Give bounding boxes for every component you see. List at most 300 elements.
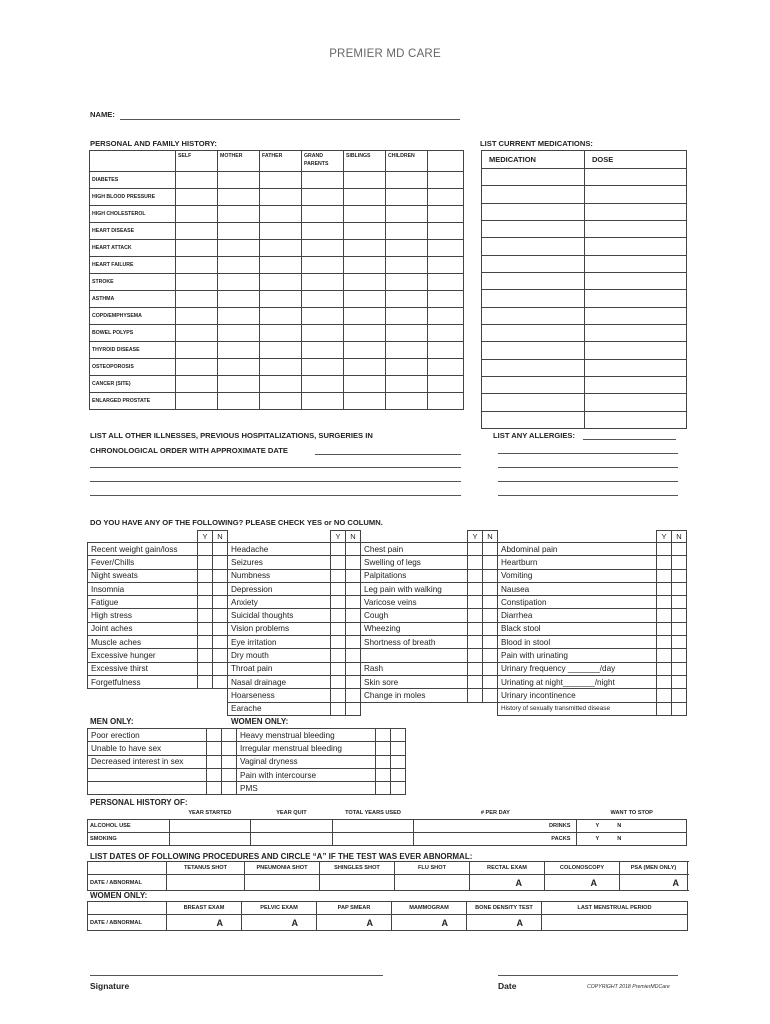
symptom-yes-box[interactable] [198, 622, 213, 635]
men-yes-box[interactable] [207, 742, 222, 755]
smoking-want-to-stop-cell[interactable] [577, 833, 687, 846]
symptom-no-box[interactable] [672, 636, 687, 649]
dose-cell[interactable] [585, 411, 687, 428]
men-yes-box[interactable] [207, 768, 222, 781]
name-input[interactable] [120, 119, 460, 120]
allergies-input-line[interactable] [498, 467, 678, 468]
family-history-check-cell[interactable] [218, 291, 260, 308]
men-no-box[interactable] [222, 729, 237, 742]
family-history-check-cell[interactable] [344, 359, 386, 376]
family-history-check-cell[interactable] [260, 393, 302, 410]
family-history-check-cell[interactable] [428, 274, 464, 291]
symptom-yes-box[interactable] [468, 556, 483, 569]
symptom-yes-box[interactable] [657, 582, 672, 595]
symptom-yes-box[interactable] [331, 649, 346, 662]
symptom-label: Eye irritation [228, 636, 331, 649]
family-history-check-cell[interactable] [386, 291, 428, 308]
family-history-check-cell[interactable] [344, 206, 386, 223]
symptom-no-box[interactable] [213, 596, 228, 609]
family-history-check-cell[interactable] [302, 376, 344, 393]
medication-cell[interactable] [482, 411, 585, 428]
women-test-date-cell[interactable] [167, 915, 242, 931]
family-history-check-cell[interactable] [260, 308, 302, 325]
symptom-no-box[interactable] [672, 543, 687, 556]
symptom-no-box[interactable] [346, 649, 361, 662]
symptom-yes-box[interactable] [331, 609, 346, 622]
symptom-no-box[interactable] [346, 689, 361, 702]
symptom-no-box[interactable] [346, 622, 361, 635]
women-yes-box[interactable] [376, 768, 391, 781]
allergies-input-line[interactable] [498, 453, 678, 454]
family-history-check-cell[interactable] [260, 359, 302, 376]
symptom-yes-box[interactable] [657, 556, 672, 569]
family-history-check-cell[interactable] [218, 393, 260, 410]
procedure-date-cell[interactable] [395, 875, 470, 891]
symptom-yes-box[interactable] [331, 689, 346, 702]
symptom-no-box[interactable] [346, 543, 361, 556]
family-history-check-cell[interactable] [260, 376, 302, 393]
family-history-check-cell[interactable] [344, 274, 386, 291]
symptom-yes-box[interactable] [657, 662, 672, 675]
men-no-box[interactable] [222, 782, 237, 795]
symptom-yes-box[interactable] [657, 689, 672, 702]
family-history-check-cell[interactable] [176, 206, 218, 223]
medication-cell[interactable] [482, 169, 585, 186]
family-history-check-cell[interactable] [344, 393, 386, 410]
dose-cell[interactable] [585, 186, 687, 203]
family-history-check-cell[interactable] [386, 206, 428, 223]
symptom-no-box[interactable] [672, 675, 687, 688]
women-no-box[interactable] [391, 782, 406, 795]
family-history-check-cell[interactable] [344, 376, 386, 393]
family-history-check-cell[interactable] [344, 189, 386, 206]
smoking-year-started-cell[interactable] [169, 833, 251, 846]
symptom-no-box[interactable] [672, 702, 687, 715]
family-history-check-cell[interactable] [344, 325, 386, 342]
symptom-no-box[interactable] [672, 609, 687, 622]
symptom-no-box[interactable] [483, 543, 498, 556]
family-history-check-cell[interactable] [302, 291, 344, 308]
family-history-check-cell[interactable] [176, 393, 218, 410]
symptom-no-box[interactable] [483, 649, 498, 662]
symptom-no-box[interactable] [213, 556, 228, 569]
family-history-check-cell[interactable] [218, 325, 260, 342]
family-history-check-cell[interactable] [302, 325, 344, 342]
family-history-check-cell[interactable] [344, 257, 386, 274]
men-no-box[interactable] [222, 768, 237, 781]
abnormal-marker[interactable]: A [516, 917, 523, 928]
alcohol-per-day-cell[interactable] [414, 820, 577, 833]
family-history-check-cell[interactable] [218, 376, 260, 393]
medication-cell[interactable] [482, 221, 585, 238]
family-history-check-cell[interactable] [386, 189, 428, 206]
symptom-no-box[interactable] [672, 569, 687, 582]
symptom-yes-box[interactable] [657, 702, 672, 715]
family-history-check-cell[interactable] [344, 308, 386, 325]
family-history-check-cell[interactable] [302, 172, 344, 189]
family-history-check-cell[interactable] [302, 274, 344, 291]
symptom-no-box[interactable] [483, 662, 498, 675]
symptom-yes-box[interactable] [331, 622, 346, 635]
women-test-date-cell[interactable] [242, 915, 317, 931]
symptom-yes-box[interactable] [198, 662, 213, 675]
abnormal-marker[interactable]: A [515, 877, 522, 888]
family-history-check-cell[interactable] [260, 274, 302, 291]
medication-cell[interactable] [482, 203, 585, 220]
women-test-date-cell[interactable] [542, 915, 688, 931]
symptom-no-box[interactable] [346, 702, 361, 715]
women-test-date-cell[interactable] [467, 915, 542, 931]
men-no-box[interactable] [222, 742, 237, 755]
medication-cell[interactable] [482, 273, 585, 290]
symptom-no-box[interactable] [346, 596, 361, 609]
alcohol-year-started-cell[interactable] [169, 820, 251, 833]
medication-cell[interactable] [482, 307, 585, 324]
family-history-check-cell[interactable] [260, 342, 302, 359]
yes-option[interactable]: Y [595, 836, 600, 842]
symptom-no-box[interactable] [213, 569, 228, 582]
family-history-check-cell[interactable] [260, 325, 302, 342]
smoking-per-day-cell[interactable] [414, 833, 577, 846]
family-history-check-cell[interactable] [428, 240, 464, 257]
symptom-yes-box[interactable] [657, 543, 672, 556]
family-history-check-cell[interactable] [260, 189, 302, 206]
symptom-no-box[interactable] [346, 582, 361, 595]
symptom-yes-box[interactable] [468, 543, 483, 556]
symptom-yes-box[interactable] [657, 569, 672, 582]
symptom-yes-box[interactable] [468, 636, 483, 649]
family-history-check-cell[interactable] [218, 240, 260, 257]
alcohol-year-quit-cell[interactable] [251, 820, 333, 833]
symptom-no-box[interactable] [213, 675, 228, 688]
symptom-no-box[interactable] [213, 662, 228, 675]
symptom-yes-box[interactable] [468, 622, 483, 635]
family-history-check-cell[interactable] [176, 342, 218, 359]
family-history-check-cell[interactable] [428, 359, 464, 376]
family-history-check-cell[interactable] [218, 274, 260, 291]
family-history-check-cell[interactable] [386, 393, 428, 410]
medication-cell[interactable] [482, 394, 585, 411]
dose-cell[interactable] [585, 359, 687, 376]
symptom-yes-box[interactable] [198, 649, 213, 662]
procedure-date-cell[interactable] [320, 875, 395, 891]
family-history-check-cell[interactable] [386, 172, 428, 189]
medication-cell[interactable] [482, 377, 585, 394]
dose-cell[interactable] [585, 238, 687, 255]
symptom-no-box[interactable] [672, 582, 687, 595]
family-history-check-cell[interactable] [176, 274, 218, 291]
family-history-check-cell[interactable] [428, 206, 464, 223]
family-history-check-cell[interactable] [260, 291, 302, 308]
medication-cell[interactable] [482, 342, 585, 359]
family-history-check-cell[interactable] [344, 291, 386, 308]
family-history-check-cell[interactable] [428, 342, 464, 359]
medication-cell[interactable] [482, 186, 585, 203]
family-history-check-cell[interactable] [218, 359, 260, 376]
symptom-no-box[interactable] [346, 569, 361, 582]
symptom-yes-box[interactable] [657, 649, 672, 662]
men-yes-box[interactable] [207, 755, 222, 768]
medication-cell[interactable] [482, 290, 585, 307]
family-history-check-cell[interactable] [428, 393, 464, 410]
symptom-yes-box[interactable] [331, 636, 346, 649]
symptom-no-box[interactable] [672, 622, 687, 635]
symptom-yes-box[interactable] [657, 622, 672, 635]
family-history-check-cell[interactable] [218, 308, 260, 325]
symptom-yes-box[interactable] [468, 662, 483, 675]
procedure-date-cell[interactable] [545, 875, 620, 891]
alcohol-total-years-cell[interactable] [332, 820, 414, 833]
family-history-check-cell[interactable] [176, 325, 218, 342]
symptom-yes-box[interactable] [468, 582, 483, 595]
symptom-yes-box[interactable] [657, 675, 672, 688]
symptom-no-box[interactable] [483, 556, 498, 569]
women-no-box[interactable] [391, 729, 406, 742]
symptom-no-box[interactable] [213, 622, 228, 635]
symptom-yes-box[interactable] [331, 702, 346, 715]
symptom-yes-box[interactable] [657, 636, 672, 649]
family-history-check-cell[interactable] [260, 172, 302, 189]
abnormal-marker[interactable]: A [590, 877, 597, 888]
family-history-check-cell[interactable] [176, 223, 218, 240]
symptom-yes-box[interactable] [198, 636, 213, 649]
procedure-date-cell[interactable] [470, 875, 545, 891]
symptom-no-box[interactable] [213, 582, 228, 595]
family-history-check-cell[interactable] [176, 359, 218, 376]
medication-cell[interactable] [482, 255, 585, 272]
symptom-no-box[interactable] [483, 582, 498, 595]
family-history-check-cell[interactable] [428, 257, 464, 274]
family-history-check-cell[interactable] [260, 257, 302, 274]
procedure-date-cell[interactable] [245, 875, 320, 891]
family-history-check-cell[interactable] [176, 257, 218, 274]
symptom-yes-box[interactable] [331, 596, 346, 609]
abnormal-marker[interactable]: A [441, 917, 448, 928]
family-history-check-cell[interactable] [386, 359, 428, 376]
family-history-check-cell[interactable] [386, 325, 428, 342]
symptom-no-box[interactable] [483, 689, 498, 702]
family-history-check-cell[interactable] [218, 257, 260, 274]
no-option[interactable]: N [617, 836, 622, 842]
family-history-check-cell[interactable] [386, 274, 428, 291]
family-history-check-cell[interactable] [260, 240, 302, 257]
symptom-no-box[interactable] [213, 636, 228, 649]
dose-cell[interactable] [585, 169, 687, 186]
symptom-yes-box[interactable] [331, 556, 346, 569]
signature-line[interactable] [90, 975, 383, 976]
symptom-yes-box[interactable] [468, 675, 483, 688]
family-history-check-cell[interactable] [302, 342, 344, 359]
women-no-box[interactable] [391, 742, 406, 755]
symptom-no-box[interactable] [483, 596, 498, 609]
family-history-check-cell[interactable] [260, 206, 302, 223]
symptom-yes-box[interactable] [331, 675, 346, 688]
family-history-check-cell[interactable] [344, 240, 386, 257]
symptom-no-box[interactable] [672, 689, 687, 702]
illnesses-input-line[interactable] [90, 481, 461, 482]
symptom-yes-box[interactable] [198, 609, 213, 622]
dose-cell[interactable] [585, 325, 687, 342]
women-yes-box[interactable] [376, 782, 391, 795]
symptom-no-box[interactable] [483, 675, 498, 688]
no-option[interactable]: N [617, 823, 622, 829]
symptom-yes-box[interactable] [468, 689, 483, 702]
symptom-no-box[interactable] [672, 556, 687, 569]
women-yes-box[interactable] [376, 742, 391, 755]
family-history-check-cell[interactable] [428, 308, 464, 325]
family-history-check-cell[interactable] [176, 376, 218, 393]
family-history-check-cell[interactable] [218, 189, 260, 206]
abnormal-marker[interactable]: A [366, 917, 373, 928]
symptom-no-box[interactable] [672, 649, 687, 662]
medication-cell[interactable] [482, 238, 585, 255]
symptom-yes-box[interactable] [331, 543, 346, 556]
symptom-label: Vision problems [228, 622, 331, 635]
family-history-check-cell[interactable] [302, 223, 344, 240]
symptom-label: Rash [361, 662, 468, 675]
dose-cell[interactable] [585, 342, 687, 359]
family-history-check-cell[interactable] [218, 342, 260, 359]
family-history-check-cell[interactable] [218, 172, 260, 189]
dose-cell[interactable] [585, 273, 687, 290]
family-history-check-cell[interactable] [218, 206, 260, 223]
symptom-no-box[interactable] [346, 662, 361, 675]
men-yes-box[interactable] [207, 782, 222, 795]
women-yes-box[interactable] [376, 729, 391, 742]
family-history-check-cell[interactable] [428, 325, 464, 342]
date-line[interactable] [498, 975, 678, 976]
symptom-no-box[interactable] [213, 543, 228, 556]
symptom-no-box[interactable] [346, 636, 361, 649]
dose-cell[interactable] [585, 307, 687, 324]
illnesses-input-line[interactable] [90, 495, 461, 496]
abnormal-marker[interactable]: A [672, 877, 679, 888]
allergies-input-line[interactable] [498, 495, 678, 496]
symptom-label: Diarrhea [498, 609, 657, 622]
packs-unit-label: PACKS [551, 836, 571, 842]
women-no-box[interactable] [391, 768, 406, 781]
symptom-yes-box[interactable] [468, 596, 483, 609]
dose-cell[interactable] [585, 290, 687, 307]
men-no-box[interactable] [222, 755, 237, 768]
family-history-check-cell[interactable] [176, 189, 218, 206]
symptom-yes-box[interactable] [198, 543, 213, 556]
symptom-yes-box[interactable] [331, 582, 346, 595]
family-history-check-cell[interactable] [344, 223, 386, 240]
smoking-year-quit-cell[interactable] [251, 833, 333, 846]
family-history-check-cell[interactable] [428, 376, 464, 393]
symptom-yes-box[interactable] [198, 582, 213, 595]
medication-cell[interactable] [482, 359, 585, 376]
family-history-check-cell[interactable] [176, 308, 218, 325]
symptom-yes-box[interactable] [331, 569, 346, 582]
symptom-no-box[interactable] [483, 609, 498, 622]
yes-option[interactable]: Y [595, 823, 600, 829]
family-history-check-cell[interactable] [428, 172, 464, 189]
family-history-check-cell[interactable] [428, 291, 464, 308]
family-history-check-cell[interactable] [302, 359, 344, 376]
symptom-no-box[interactable] [346, 556, 361, 569]
illnesses-input-line[interactable] [90, 467, 461, 468]
symptom-yes-box[interactable] [657, 609, 672, 622]
family-history-check-cell[interactable] [386, 240, 428, 257]
symptom-yes-box[interactable] [198, 596, 213, 609]
allergies-input-line[interactable] [583, 439, 676, 440]
family-history-check-cell[interactable] [302, 240, 344, 257]
dose-cell[interactable] [585, 221, 687, 238]
symptom-yes-box[interactable] [198, 556, 213, 569]
family-history-check-cell[interactable] [302, 257, 344, 274]
dose-cell[interactable] [585, 394, 687, 411]
family-history-check-cell[interactable] [176, 240, 218, 257]
symptom-yes-box[interactable] [331, 662, 346, 675]
symptom-no-box[interactable] [346, 609, 361, 622]
family-history-check-cell[interactable] [386, 376, 428, 393]
family-history-check-cell[interactable] [302, 206, 344, 223]
symptom-no-box[interactable] [483, 569, 498, 582]
illnesses-input-line[interactable] [315, 454, 461, 455]
family-history-check-cell[interactable] [344, 342, 386, 359]
family-history-check-cell[interactable] [428, 223, 464, 240]
family-history-check-cell[interactable] [176, 172, 218, 189]
family-history-check-cell[interactable] [260, 223, 302, 240]
women-test-date-cell[interactable] [317, 915, 392, 931]
alcohol-want-to-stop-cell[interactable] [577, 820, 687, 833]
dose-cell[interactable] [585, 377, 687, 394]
symptom-no-box[interactable] [213, 649, 228, 662]
symptom-no-box[interactable] [483, 622, 498, 635]
family-history-check-cell[interactable] [302, 189, 344, 206]
family-history-check-cell[interactable] [386, 257, 428, 274]
family-history-check-cell[interactable] [302, 393, 344, 410]
abnormal-marker[interactable]: A [216, 917, 223, 928]
symptom-label: Skin sore [361, 675, 468, 688]
smoking-total-years-cell[interactable] [332, 833, 414, 846]
personal-history-col-year-started: YEAR STARTED [188, 810, 232, 816]
family-history-check-cell[interactable] [344, 172, 386, 189]
symptom-yes-box[interactable] [198, 569, 213, 582]
men-yes-box[interactable] [207, 729, 222, 742]
symptom-no-box[interactable] [672, 596, 687, 609]
dose-cell[interactable] [585, 203, 687, 220]
symptom-no-box[interactable] [346, 675, 361, 688]
symptom-yes-box[interactable] [468, 609, 483, 622]
symptom-yes-box[interactable] [468, 569, 483, 582]
family-history-check-cell[interactable] [428, 189, 464, 206]
family-history-check-cell[interactable] [176, 291, 218, 308]
family-history-check-cell[interactable] [386, 342, 428, 359]
family-history-check-cell[interactable] [302, 308, 344, 325]
abnormal-marker[interactable]: A [291, 917, 298, 928]
symptom-no-box[interactable] [672, 662, 687, 675]
procedure-date-cell[interactable] [620, 875, 688, 891]
symptom-yes-box[interactable] [657, 596, 672, 609]
medication-cell[interactable] [482, 325, 585, 342]
allergies-input-line[interactable] [498, 481, 678, 482]
procedure-date-cell[interactable] [167, 875, 245, 891]
symptom-no-box[interactable] [213, 609, 228, 622]
family-history-check-cell[interactable] [218, 223, 260, 240]
symptom-no-box[interactable] [483, 636, 498, 649]
dose-cell[interactable] [585, 255, 687, 272]
women-yes-box[interactable] [376, 755, 391, 768]
women-test-date-cell[interactable] [392, 915, 467, 931]
symptom-yes-box[interactable] [198, 675, 213, 688]
symptom-yes-box[interactable] [468, 649, 483, 662]
women-no-box[interactable] [391, 755, 406, 768]
family-history-check-cell[interactable] [386, 223, 428, 240]
family-history-check-cell[interactable] [386, 308, 428, 325]
